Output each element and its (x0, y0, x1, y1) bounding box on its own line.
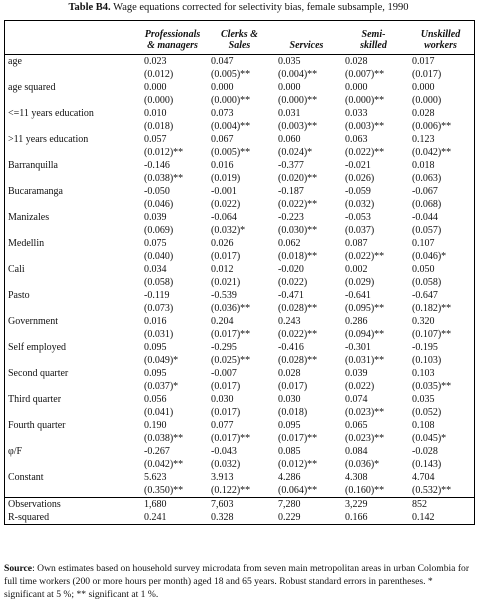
standard-error-cell: (0.017) (412, 68, 442, 80)
statistic-cell: 1,680 (144, 498, 167, 510)
standard-error-cell: (0.032) (211, 458, 241, 470)
standard-error-cell: (0.022) (278, 276, 308, 288)
coefficient-row (5, 289, 474, 302)
coefficient-cell: 0.095 (278, 419, 301, 431)
coefficient-row (5, 445, 474, 458)
variable-label: Barranquilla (8, 159, 58, 171)
standard-error-cell: (0.022) (345, 380, 375, 392)
coefficient-cell: 0.028 (278, 367, 301, 379)
standard-error-cell: (0.007)** (345, 68, 385, 80)
coefficient-cell: -0.146 (144, 159, 170, 171)
standard-error-cell: (0.350)** (139, 484, 206, 498)
coefficient-cell: 0.073 (211, 107, 234, 119)
coefficient-cell: 0.095 (144, 367, 167, 379)
standard-error-cell: (0.042)** (144, 458, 184, 470)
coefficient-cell: -0.043 (211, 445, 237, 457)
coefficient-cell: 0.060 (278, 133, 301, 145)
standard-error-cell: (0.028)** (278, 354, 318, 366)
standard-error-cell: (0.049)* (144, 354, 179, 366)
coefficient-cell: 0.103 (412, 367, 435, 379)
standard-error-cell: (0.022) (211, 198, 241, 210)
standard-error-cell: (0.031) (144, 328, 174, 340)
coefficient-cell: 0.000 (412, 81, 435, 93)
standard-error-cell: (0.017) (211, 380, 241, 392)
standard-error-cell: (0.107)** (412, 328, 452, 340)
variable-label-spacer (5, 354, 139, 367)
variable-label-spacer (5, 146, 139, 159)
standard-error-cell: (0.022)** (278, 198, 318, 210)
variable-label-spacer (5, 380, 139, 393)
coefficient-cell: 0.000 (278, 81, 301, 93)
coefficient-cell: 0.074 (345, 393, 368, 405)
coefficient-cell: 0.000 (144, 81, 167, 93)
standard-error-cell: (0.058) (412, 276, 442, 288)
column-header: Unskilled workers (407, 21, 474, 55)
coefficient-cell: -0.267 (144, 445, 170, 457)
coefficient-cell: 0.063 (345, 133, 368, 145)
coefficient-row (5, 237, 474, 250)
standard-error-cell: (0.122)** (206, 484, 273, 498)
variable-label-spacer (5, 250, 139, 263)
coefficient-row (5, 393, 474, 406)
coefficient-cell: 0.039 (345, 367, 368, 379)
statistic-cell: 0.241 (144, 511, 167, 523)
coefficient-cell: 0.286 (345, 315, 368, 327)
coefficient-cell: 5.623 (144, 471, 167, 483)
standard-error-cell: (0.005)** (211, 146, 251, 158)
coefficient-cell: -0.050 (144, 185, 170, 197)
variable-label-spacer (5, 484, 139, 498)
coefficient-cell: -0.028 (412, 445, 438, 457)
standard-error-cell: (0.000)** (211, 94, 251, 106)
standard-error-row (5, 380, 474, 393)
standard-error-cell: (0.045)* (412, 432, 447, 444)
standard-error-cell: (0.032) (345, 198, 375, 210)
variable-label: Second quarter (8, 367, 69, 379)
statistic-label: Observations (8, 498, 61, 510)
coefficient-row (5, 341, 474, 354)
standard-error-cell: (0.052) (412, 406, 442, 418)
statistic-cell: 0.328 (211, 511, 234, 523)
standard-error-cell: (0.046) (144, 198, 174, 210)
statistic-cell: 3,229 (345, 498, 368, 510)
variable-label-spacer (5, 224, 139, 237)
variable-label: age (8, 55, 22, 67)
coefficient-cell: 0.000 (345, 81, 368, 93)
source-note (4, 562, 469, 601)
table-caption: Wage equations corrected for selectivity bias, female subsample, 1990 (113, 2, 409, 13)
variable-label: age squared (8, 81, 56, 93)
standard-error-cell: (0.028)** (278, 302, 318, 314)
variable-label-spacer (5, 458, 139, 471)
standard-error-row (5, 250, 474, 263)
coefficient-cell: -0.119 (144, 289, 170, 301)
standard-error-cell: (0.012)** (144, 146, 184, 158)
coefficient-cell: -0.044 (412, 211, 438, 223)
coefficient-row (5, 159, 474, 172)
coefficient-cell: -0.647 (412, 289, 438, 301)
coefficient-cell: 0.067 (211, 133, 234, 145)
standard-error-cell: (0.037) (345, 224, 375, 236)
coefficient-cell: -0.001 (211, 185, 237, 197)
coefficient-cell: -0.223 (278, 211, 304, 223)
coefficient-cell: 0.039 (144, 211, 167, 223)
standard-error-cell: (0.017)** (278, 432, 318, 444)
standard-error-cell: (0.017)** (211, 432, 251, 444)
coefficient-cell: 0.026 (211, 237, 234, 249)
standard-error-cell: (0.018) (278, 406, 308, 418)
standard-error-row (5, 120, 474, 133)
coefficient-cell: 0.095 (144, 341, 167, 353)
standard-error-cell: (0.017) (211, 250, 241, 262)
standard-error-row (5, 432, 474, 445)
coefficient-cell: 0.057 (144, 133, 167, 145)
variable-label: Fourth quarter (8, 419, 66, 431)
variable-label: Cali (8, 263, 25, 275)
standard-error-cell: (0.030)** (278, 224, 318, 236)
variable-label: >11 years education (8, 133, 89, 145)
standard-error-cell: (0.021) (211, 276, 241, 288)
coefficient-cell: 0.023 (144, 55, 167, 67)
coefficient-cell: 0.123 (412, 133, 435, 145)
standard-error-cell: (0.038)** (144, 432, 184, 444)
standard-error-cell: (0.022)** (345, 250, 385, 262)
coefficient-cell: 0.035 (412, 393, 435, 405)
standard-error-cell: (0.026) (345, 172, 375, 184)
coefficient-cell: 0.243 (278, 315, 301, 327)
standard-error-cell: (0.003)** (278, 120, 318, 132)
coefficient-cell: 0.085 (278, 445, 301, 457)
standard-error-cell: (0.025)** (211, 354, 251, 366)
regression-table-frame (4, 20, 475, 525)
standard-error-cell: (0.032)* (211, 224, 246, 236)
coefficient-cell: 0.017 (412, 55, 435, 67)
standard-error-cell: (0.022)** (278, 328, 318, 340)
table-body (5, 55, 474, 525)
coefficient-cell: -0.064 (211, 211, 237, 223)
coefficient-row (5, 133, 474, 146)
standard-error-cell: (0.042)** (412, 146, 452, 158)
standard-error-cell: (0.017) (278, 380, 308, 392)
coefficient-cell: -0.021 (345, 159, 371, 171)
coefficient-cell: 0.087 (345, 237, 368, 249)
standard-error-cell: (0.069) (144, 224, 174, 236)
standard-error-row (5, 172, 474, 185)
standard-error-cell: (0.000)** (345, 94, 385, 106)
variable-label: φ/F (8, 445, 23, 457)
variable-label-spacer (5, 302, 139, 315)
coefficient-cell: -0.053 (345, 211, 371, 223)
standard-error-cell: (0.023)** (345, 406, 385, 418)
variable-label-spacer (5, 276, 139, 289)
coefficient-cell: -0.020 (278, 263, 304, 275)
standard-error-row (5, 328, 474, 341)
statistic-cell: 7,603 (211, 498, 234, 510)
coefficient-cell: 0.084 (345, 445, 368, 457)
coefficient-cell: -0.471 (278, 289, 304, 301)
standard-error-row (5, 68, 474, 81)
coefficient-row (5, 107, 474, 120)
table-title (0, 1, 477, 15)
coefficient-cell: 0.018 (412, 159, 435, 171)
variable-label-spacer (5, 198, 139, 211)
coefficient-cell: -0.059 (345, 185, 371, 197)
coefficient-row (5, 55, 474, 69)
column-header: Semi- skilled (340, 21, 407, 55)
table-number: Table B4. (68, 2, 111, 13)
statistic-cell: 852 (412, 498, 427, 510)
standard-error-cell: (0.029) (345, 276, 375, 288)
coefficient-cell: -0.007 (211, 367, 237, 379)
column-header: Clerks & Sales (206, 21, 273, 55)
coefficient-cell: 0.002 (345, 263, 368, 275)
coefficient-row (5, 471, 474, 484)
coefficient-cell: -0.187 (278, 185, 304, 197)
standard-error-cell: (0.022)** (345, 146, 385, 158)
column-header: Services (273, 21, 340, 55)
standard-error-cell: (0.005)** (211, 68, 251, 80)
statistic-cell: 0.229 (278, 511, 301, 523)
standard-error-cell: (0.073) (144, 302, 174, 314)
standard-error-cell: (0.012) (144, 68, 174, 80)
standard-error-cell: (0.018)** (278, 250, 318, 262)
coefficient-cell: -0.641 (345, 289, 371, 301)
coefficient-cell: 3.913 (211, 471, 234, 483)
source-text: : Own estimates based on household survey microdata from seven main metropolitan areas in urban Colombia for full time workers (200 or more hours per month) aged 18 and 65 years. Robust standard errors in parentheses. * significant at 5 %; ** significant at 1 %. (4, 563, 470, 600)
standard-error-row (5, 354, 474, 367)
variable-label-spacer (5, 328, 139, 341)
standard-error-cell: (0.035)** (412, 380, 452, 392)
variable-label-spacer (5, 68, 139, 81)
variable-label-spacer (5, 94, 139, 107)
standard-error-cell: (0.000) (412, 94, 442, 106)
variable-label: Government (8, 315, 58, 327)
coefficient-cell: 4.704 (412, 471, 435, 483)
statistic-row (5, 498, 474, 512)
standard-error-cell: (0.063) (412, 172, 442, 184)
standard-error-cell: (0.037)* (144, 380, 179, 392)
variable-label-spacer (5, 172, 139, 185)
coefficient-cell: 0.107 (412, 237, 435, 249)
variable-label: Manizales (8, 211, 50, 223)
standard-error-cell: (0.160)** (340, 484, 407, 498)
standard-error-cell: (0.012)** (278, 458, 318, 470)
statistic-row (5, 511, 474, 524)
coefficient-cell: 0.000 (211, 81, 234, 93)
standard-error-cell: (0.095)** (345, 302, 385, 314)
standard-error-cell: (0.038)** (144, 172, 184, 184)
coefficient-cell: 0.077 (211, 419, 234, 431)
variable-label: Medellin (8, 237, 45, 249)
coefficient-row (5, 315, 474, 328)
coefficient-row (5, 263, 474, 276)
coefficient-row (5, 185, 474, 198)
coefficient-cell: -0.195 (412, 341, 438, 353)
variable-label-spacer (5, 120, 139, 133)
standard-error-row (5, 198, 474, 211)
coefficient-cell: -0.377 (278, 159, 304, 171)
coefficient-cell: 0.028 (345, 55, 368, 67)
coefficient-row (5, 81, 474, 94)
variable-label: Bucaramanga (8, 185, 63, 197)
coefficient-cell: 0.204 (211, 315, 234, 327)
coefficient-cell: -0.301 (345, 341, 371, 353)
standard-error-row (5, 276, 474, 289)
standard-error-cell: (0.006)** (412, 120, 452, 132)
standard-error-cell: (0.143) (412, 458, 442, 470)
variable-label: Pasto (8, 289, 30, 301)
variable-label: <=11 years education (8, 107, 94, 119)
standard-error-cell: (0.040) (144, 250, 174, 262)
standard-error-cell: (0.532)** (407, 484, 474, 498)
standard-error-cell: (0.019) (211, 172, 241, 184)
coefficient-row (5, 211, 474, 224)
variable-label: Constant (8, 471, 44, 483)
coefficient-cell: 0.056 (144, 393, 167, 405)
variable-label: Self employed (8, 341, 67, 353)
coefficient-cell: 4.286 (278, 471, 301, 483)
standard-error-cell: (0.020)** (278, 172, 318, 184)
standard-error-row (5, 302, 474, 315)
standard-error-row (5, 484, 474, 498)
statistic-cell: 0.166 (345, 511, 368, 523)
coefficient-cell: 0.062 (278, 237, 301, 249)
standard-error-row (5, 458, 474, 471)
statistic-label: R-squared (8, 511, 50, 523)
statistic-cell: 0.142 (412, 511, 435, 523)
regression-table (5, 21, 474, 524)
variable-label-spacer (5, 432, 139, 445)
standard-error-cell: (0.046)* (412, 250, 447, 262)
coefficient-cell: 0.031 (278, 107, 301, 119)
coefficient-cell: 0.190 (144, 419, 167, 431)
standard-error-row (5, 224, 474, 237)
coefficient-cell: 0.075 (144, 237, 167, 249)
header-row (5, 21, 474, 55)
source-label: Source (4, 563, 33, 574)
coefficient-cell: 0.028 (412, 107, 435, 119)
coefficient-cell: 0.034 (144, 263, 167, 275)
standard-error-cell: (0.036)** (211, 302, 251, 314)
coefficient-cell: 0.033 (345, 107, 368, 119)
standard-error-cell: (0.031)** (345, 354, 385, 366)
standard-error-cell: (0.023)** (345, 432, 385, 444)
variable-label-spacer (5, 406, 139, 419)
standard-error-cell: (0.103) (412, 354, 442, 366)
standard-error-cell: (0.018) (144, 120, 174, 132)
standard-error-cell: (0.024)* (278, 146, 313, 158)
coefficient-cell: 0.030 (278, 393, 301, 405)
coefficient-row (5, 419, 474, 432)
standard-error-cell: (0.017)** (211, 328, 251, 340)
standard-error-cell: (0.036)* (345, 458, 380, 470)
standard-error-cell: (0.004)** (211, 120, 251, 132)
standard-error-cell: (0.000)** (278, 94, 318, 106)
standard-error-cell: (0.182)** (412, 302, 452, 314)
standard-error-cell: (0.068) (412, 198, 442, 210)
standard-error-row (5, 406, 474, 419)
coefficient-cell: 0.050 (412, 263, 435, 275)
coefficient-cell: -0.416 (278, 341, 304, 353)
coefficient-cell: -0.295 (211, 341, 237, 353)
standard-error-cell: (0.003)** (345, 120, 385, 132)
coefficient-cell: 0.016 (211, 159, 234, 171)
coefficient-cell: 0.012 (211, 263, 234, 275)
coefficient-cell: 0.065 (345, 419, 368, 431)
coefficient-cell: 0.047 (211, 55, 234, 67)
column-header: Professionals & managers (139, 21, 206, 55)
standard-error-cell: (0.017) (211, 406, 241, 418)
variable-label: Third quarter (8, 393, 62, 405)
coefficient-cell: 0.108 (412, 419, 435, 431)
coefficient-row (5, 367, 474, 380)
standard-error-cell: (0.057) (412, 224, 442, 236)
standard-error-cell: (0.041) (144, 406, 174, 418)
standard-error-cell: (0.004)** (278, 68, 318, 80)
standard-error-cell: (0.064)** (273, 484, 340, 498)
standard-error-cell: (0.000) (144, 94, 174, 106)
standard-error-cell: (0.094)** (345, 328, 385, 340)
coefficient-cell: 0.016 (144, 315, 167, 327)
coefficient-cell: 0.320 (412, 315, 435, 327)
coefficient-cell: -0.067 (412, 185, 438, 197)
standard-error-cell: (0.058) (144, 276, 174, 288)
standard-error-row (5, 94, 474, 107)
coefficient-cell: -0.539 (211, 289, 237, 301)
coefficient-cell: 0.010 (144, 107, 167, 119)
coefficient-cell: 0.035 (278, 55, 301, 67)
standard-error-row (5, 146, 474, 159)
statistic-cell: 7,280 (278, 498, 301, 510)
header-blank (5, 21, 139, 55)
coefficient-cell: 4.308 (345, 471, 368, 483)
coefficient-cell: 0.030 (211, 393, 234, 405)
